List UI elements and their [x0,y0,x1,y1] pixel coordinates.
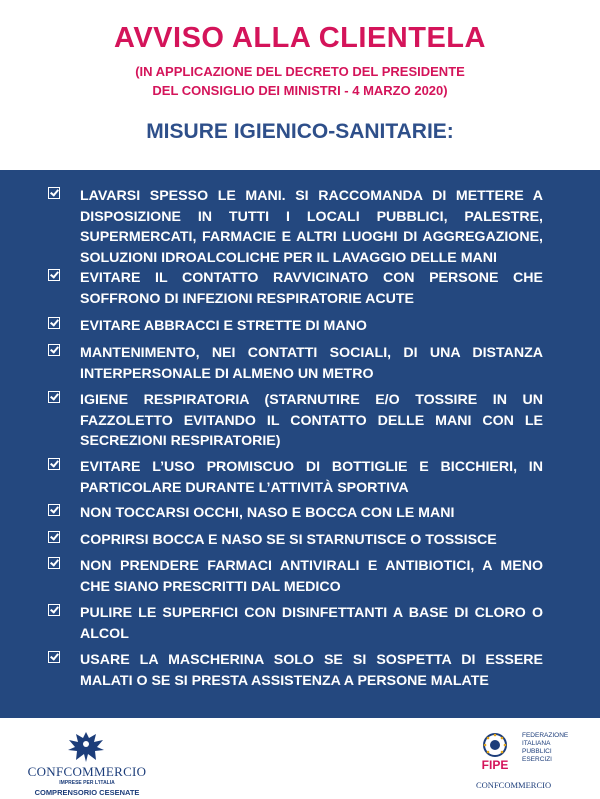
list-item-text: PULIRE LE SUPERFICI CON DISINFETTANTI A BASE DI CLORO O ALCOL [80,605,543,642]
list-item-text: EVITARE IL CONTATTO RAVVICINATO CON PERSONE CHE SOFFRONO DI INFEZIONI RESPIRATORIE ACUTE [80,270,543,307]
checkbox-check-icon [48,187,60,199]
fipe-confcommercio-name: CONFCOMMERCIO [476,780,552,790]
list-item-text: LAVARSI SPESSO LE MANI. SI RACCOMANDA DI METTERE A DISPOSIZIONE IN TUTTI I LOCALI PUBBLICI, PALESTRE, SUPERMERCATI, FARMACIE E ALTRI LUOGHI DI AGGREGAZIONE, SOLUZIONI IDROALCOLICHE PER IL LAVAGGIO DELLE MANI [80,188,543,266]
list-item-text: IGIENE RESPIRATORIA (STARNUTIRE E/O TOSSIRE IN UN FAZZOLETTO EVITANDO IL CONTATTO DELLE MANI CON LE SECREZIONI RESPIRATORIE) [80,392,543,449]
notice-header [0,0,600,170]
fipe-federation-name: FEDERAZIONE ITALIANA PUBBLICI ESERCIZI [522,732,569,763]
checkbox-check-icon [48,604,60,616]
checkbox-check-icon [48,458,60,470]
fipe-logo-text: FIPE [481,758,509,772]
notice-title: AVVISO ALLA CLIENTELA [114,22,486,54]
checkbox-check-icon [48,651,60,663]
checkbox-check-icon [48,557,60,569]
list-item-text: EVITARE L’USO PROMISCUO DI BOTTIGLIE E BICCHIERI, IN PARTICOLARE DURANTE L’ATTIVITÀ SPORTIVA [80,459,543,496]
list-item-text: NON PRENDERE FARMACI ANTIVIRALI E ANTIBIOTICI, A MENO CHE SIANO PRESCRITTI DAL MEDICO [80,558,543,595]
checkbox-check-icon [48,344,60,356]
confcommercio-name: CONFCOMMERCIO [27,764,147,779]
fipe-logo-block [470,728,590,798]
list-item-text: MANTENIMENTO, NEI CONTATTI SOCIALI, DI UNA DISTANZA INTERPERSONALE DI ALMENO UN METRO [80,345,543,382]
comprensorio-label: COMPRENSORIO CESENATE [34,788,140,797]
list-item-text: USARE LA MASCHERINA SOLO SE SI SOSPETTA DI ESSERE MALATI O SE SI PRESTA ASSISTENZA A PERSONE MALATE [80,652,543,689]
measures-heading: MISURE IGIENICO-SANITARIE: [146,120,454,143]
measures-panel [0,170,600,718]
footer [0,718,600,799]
eagle-icon [66,730,106,764]
checkbox-check-icon [48,504,60,516]
notice-subtitle-line1: (IN APPLICAZIONE DEL DECRETO DEL PRESIDENTE [135,64,465,79]
checkbox-check-icon [48,269,60,281]
checkbox-check-icon [48,531,60,543]
list-item-text: EVITARE ABBRACCI E STRETTE DI MANO [80,318,367,334]
confcommercio-tagline: IMPRESE PER L’ITALIA [59,780,115,786]
confcommercio-cesenate-logo [22,726,152,796]
checkbox-check-icon [48,391,60,403]
list-item-text: COPRIRSI BOCCA E NASO SE SI STARNUTISCE O TOSSISCE [80,532,497,548]
checkbox-check-icon [48,317,60,329]
list-item-text: NON TOCCARSI OCCHI, NASO E BOCCA CON LE MANI [80,505,455,521]
notice-subtitle-line2: DEL CONSIGLIO DEI MINISTRI - 4 MARZO 2020) [152,83,448,98]
fipe-logo [472,732,518,772]
